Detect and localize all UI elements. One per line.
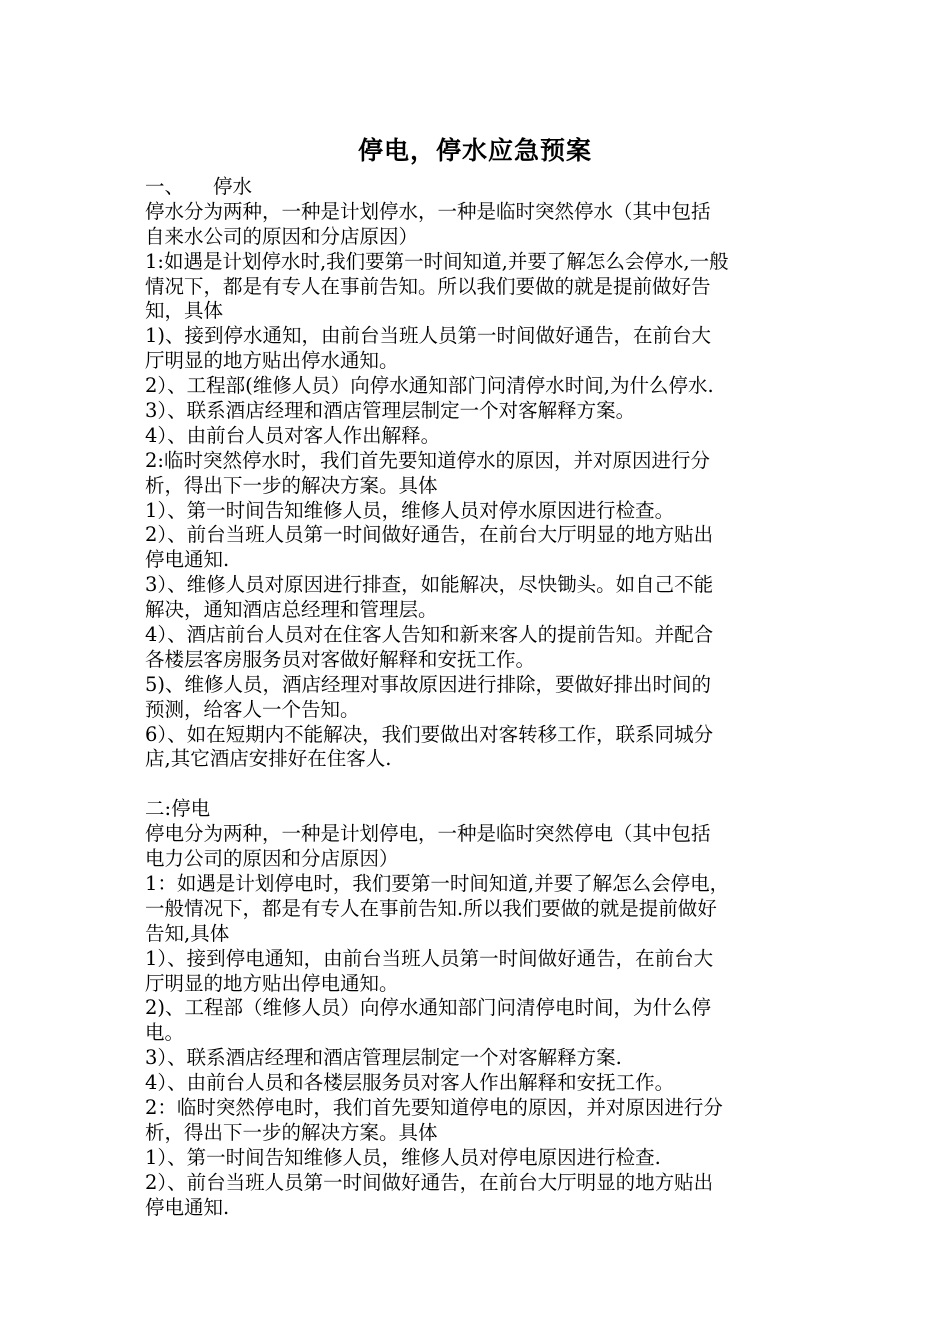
- text-line: 知，具体: [145, 299, 224, 323]
- text-line: 2)、工程部（维修人员）向停水通知部门问清停电时间，为什么停: [145, 996, 712, 1020]
- blank-line: [145, 772, 811, 797]
- section-heading-water: [145, 175, 811, 200]
- text-line: 2）、前台当班人员第一时间做好通告，在前台大厅明显的地方贴出: [145, 523, 714, 547]
- text-line: 1）、接到停电通知，由前台当班人员第一时间做好通告，在前台大: [145, 946, 714, 970]
- text-line: 1：如遇是计划停电时，我们要第一时间知道,并要了解怎么会停电，: [145, 871, 730, 895]
- section-index: 一、: [145, 175, 185, 198]
- text-line: 情况下，都是有专人在事前告知。所以我们要做的就是提前做好告: [145, 274, 711, 298]
- section-heading-power: 二:停电: [145, 797, 211, 821]
- text-line: 1）、第一时间告知维修人员，维修人员对停电原因进行检查.: [145, 1145, 661, 1169]
- text-line: 各楼层客房服务员对客做好解释和安抚工作。: [145, 647, 536, 671]
- text-line: 预测，给客人一个告知。: [145, 697, 360, 721]
- text-line: 析，得出下一步的解决方案。具体: [145, 473, 438, 497]
- text-line: 4）、由前台人员和各楼层服务员对客人作出解释和安抚工作。: [145, 1071, 675, 1095]
- text-line: 2）、前台当班人员第一时间做好通告，在前台大厅明显的地方贴出: [145, 1170, 714, 1194]
- text-line: 2）、工程部(维修人员）向停水通知部门问清停水时间,为什么停水.: [145, 374, 714, 398]
- text-line: 停水分为两种，一种是计划停水，一种是临时突然停水（其中包括: [145, 199, 711, 223]
- text-line: 停电通知.: [145, 1195, 230, 1219]
- text-line: 停电通知.: [145, 548, 230, 572]
- text-line: 5)、维修人员，酒店经理对事故原因进行排除，要做好排出时间的: [145, 672, 712, 696]
- text-line: 3）、维修人员对原因进行排查，如能解决，尽快锄头。如自己不能: [145, 573, 714, 597]
- text-line: 1:如遇是计划停水时,我们要第一时间知道,并要了解怎么会停水,一般: [145, 249, 729, 273]
- text-line: 厅明显的地方贴出停电通知。: [145, 971, 399, 995]
- text-line: 4）、由前台人员对客人作出解释。: [145, 423, 441, 447]
- text-line: 解决，通知酒店总经理和管理层。: [145, 598, 438, 622]
- section-heading-text: 停水: [213, 175, 253, 198]
- text-line: 6）、如在短期内不能解决，我们要做出对客转移工作，联系同城分: [145, 722, 714, 746]
- text-line: 告知,具体: [145, 921, 230, 945]
- text-line: 3）、联系酒店经理和酒店管理层制定一个对客解释方案.: [145, 1046, 622, 1070]
- text-line: 1)、接到停水通知，由前台当班人员第一时间做好通告，在前台大: [145, 324, 712, 348]
- text-line: 厅明显的地方贴出停水通知。: [145, 349, 399, 373]
- text-line: 一般情况下，都是有专人在事前告知.所以我们要做的就是提前做好: [145, 896, 717, 920]
- text-line: 2:临时突然停水时，我们首先要知道停水的原因，并对原因进行分: [145, 448, 710, 472]
- text-line: 电力公司的原因和分店原因）: [145, 847, 399, 871]
- text-line: 析，得出下一步的解决方案。具体: [145, 1120, 438, 1144]
- document-body: [145, 175, 811, 1220]
- text-line: 自来水公司的原因和分店原因）: [145, 224, 419, 248]
- text-line: 1）、第一时间告知维修人员，维修人员对停水原因进行检查。: [145, 498, 675, 522]
- text-line: 4）、酒店前台人员对在住客人告知和新来客人的提前告知。并配合: [145, 623, 714, 647]
- text-line: 3）、联系酒店经理和酒店管理层制定一个对客解释方案。: [145, 399, 636, 423]
- text-line: 2：临时突然停电时，我们首先要知道停电的原因，并对原因进行分: [145, 1095, 723, 1119]
- text-line: 电。: [145, 1021, 185, 1045]
- text-line: 店,其它酒店安排好在住客人.: [145, 747, 392, 771]
- document-title: 停电，停水应急预案: [357, 136, 592, 165]
- text-line: 停电分为两种，一种是计划停电，一种是临时突然停电（其中包括: [145, 822, 711, 846]
